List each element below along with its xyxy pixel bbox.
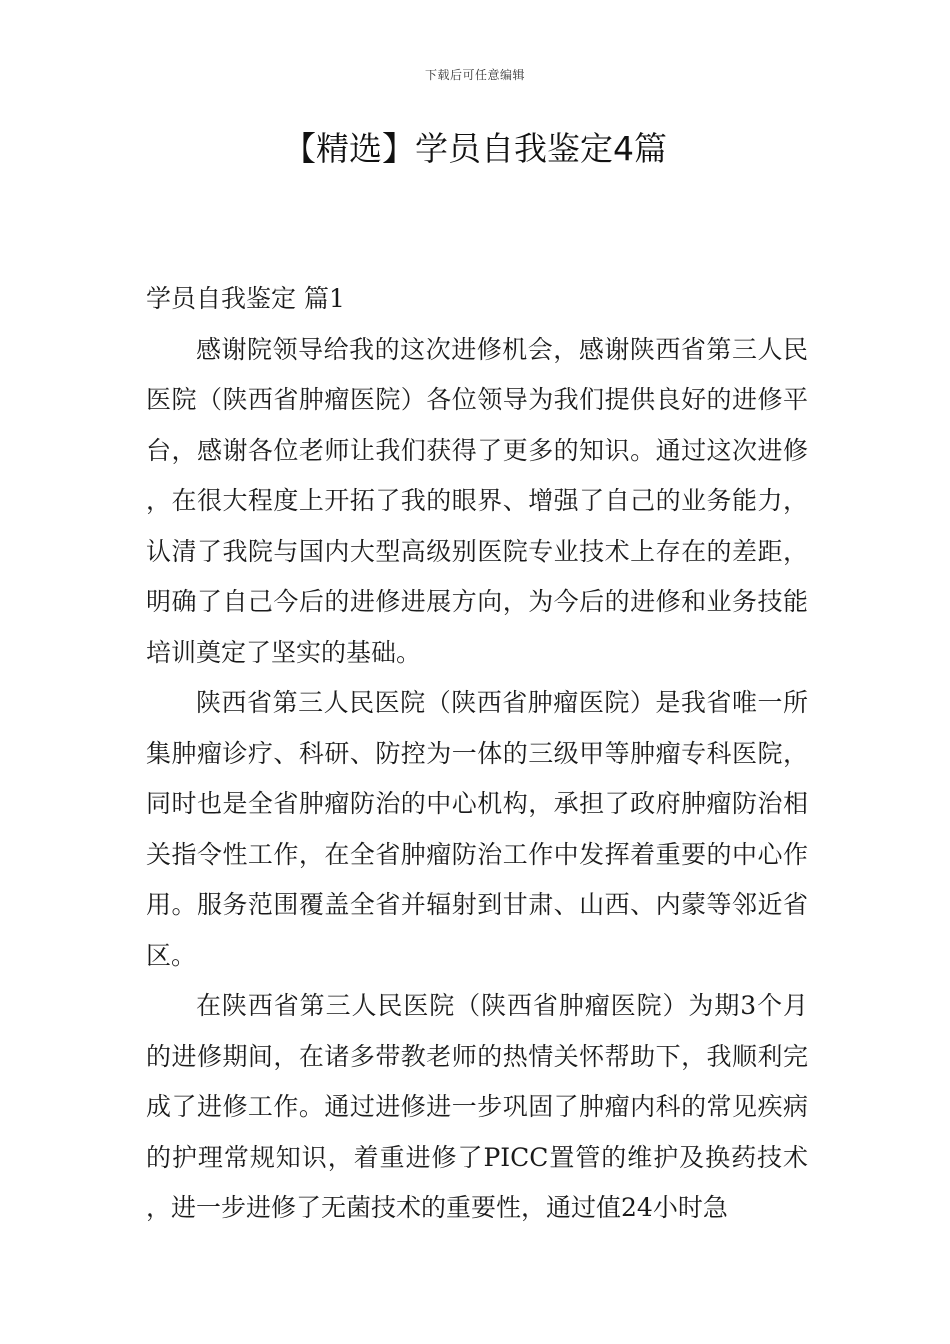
paragraph-2: 陕西省第三人民医院（陕西省肿瘤医院）是我省唯一所集肿瘤诊疗、科研、防控为一体的三级甲等肿瘤专科医院，同时也是全省肿瘤防治的中心机构，承担了政府肿瘤防治相关指令性工作，在全省肿瘤防治工作中发挥着重要的中心作用。服务范围覆盖全省并辐射到甘肃、山西、内蒙等邻近省区。 <box>146 688 808 970</box>
paragraph-1: 感谢院领导给我的这次进修机会，感谢陕西省第三人民医院（陕西省肿瘤医院）各位领导为我们提供良好的进修平台，感谢各位老师让我们获得了更多的知识。通过这次进修，在很大程度上开拓了我的眼界、增强了自己的业务能力，认清了我院与国内大型高级别医院专业技术上存在的差距，明确了自己今后的进修进展方向，为今后的进修和业务技能培训奠定了坚实的基础。 <box>146 334 808 667</box>
paragraph-3: 在陕西省第三人民医院（陕西省肿瘤医院）为期3个月的进修期间，在诸多带教老师的热情关怀帮助下，我顺利完成了进修工作。通过进修进一步巩固了肿瘤内科的常见疾病的护理常规知识，着重进修了PICC置管的维护及换药技术，进一步进修了无菌技术的重要性，通过值24小时急 <box>146 991 808 1222</box>
document-title: 【精选】学员自我鉴定4篇 <box>283 129 667 168</box>
header-note: 下载后可任意编辑 <box>424 68 525 82</box>
document-body <box>146 274 808 1234</box>
section-heading: 学员自我鉴定 篇1 <box>146 284 345 313</box>
